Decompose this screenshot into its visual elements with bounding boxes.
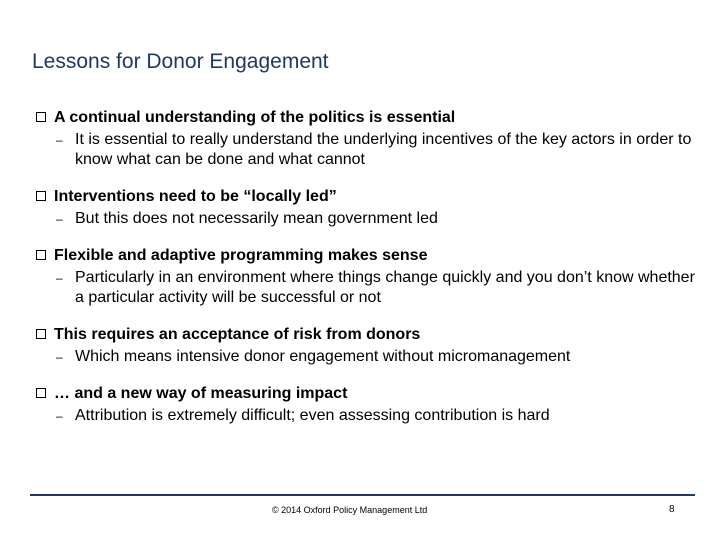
bullet-subtext: Particularly in an environment where things change quickly and you don’t know whether a particular activity will be successful or not	[75, 269, 695, 306]
bullet-subtext: Attribution is extremely difficult; even assessing contribution is hard	[75, 407, 550, 424]
bullet-heading: Flexible and adaptive programming makes sense	[54, 247, 428, 264]
footer-divider	[30, 494, 695, 496]
bullet-item	[36, 246, 696, 308]
checkbox-square-icon	[36, 329, 46, 339]
checkbox-square-icon	[36, 250, 46, 260]
dash-icon: –	[56, 409, 63, 423]
bullet-item	[36, 187, 696, 229]
bullet-subtext: But this does not necessarily mean government led	[75, 210, 438, 227]
bullet-heading: Interventions need to be “locally led”	[54, 188, 337, 205]
bullet-item	[36, 325, 696, 367]
dash-icon: –	[56, 212, 63, 226]
bullet-item	[36, 384, 696, 426]
bullet-heading: … and a new way of measuring impact	[54, 385, 348, 402]
checkbox-square-icon	[36, 112, 46, 122]
bullet-subtext: It is essential to really understand the underlying incentives of the key actors in order to know what can be done and what cannot	[75, 131, 692, 168]
checkbox-square-icon	[36, 191, 46, 201]
bullet-item	[36, 108, 696, 170]
bullet-list	[36, 108, 696, 440]
slide-title: Lessons for Donor Engagement	[32, 50, 329, 73]
bullet-subtext: Which means intensive donor engagement without micromanagement	[75, 348, 571, 365]
dash-icon: –	[56, 133, 63, 147]
dash-icon: –	[56, 350, 63, 364]
bullet-heading: This requires an acceptance of risk from donors	[54, 326, 421, 343]
checkbox-square-icon	[36, 388, 46, 398]
footer-copyright: © 2014 Oxford Policy Management Ltd	[272, 505, 428, 515]
bullet-heading: A continual understanding of the politics is essential	[54, 109, 456, 126]
dash-icon: –	[56, 271, 63, 285]
page-number: 8	[669, 504, 675, 515]
